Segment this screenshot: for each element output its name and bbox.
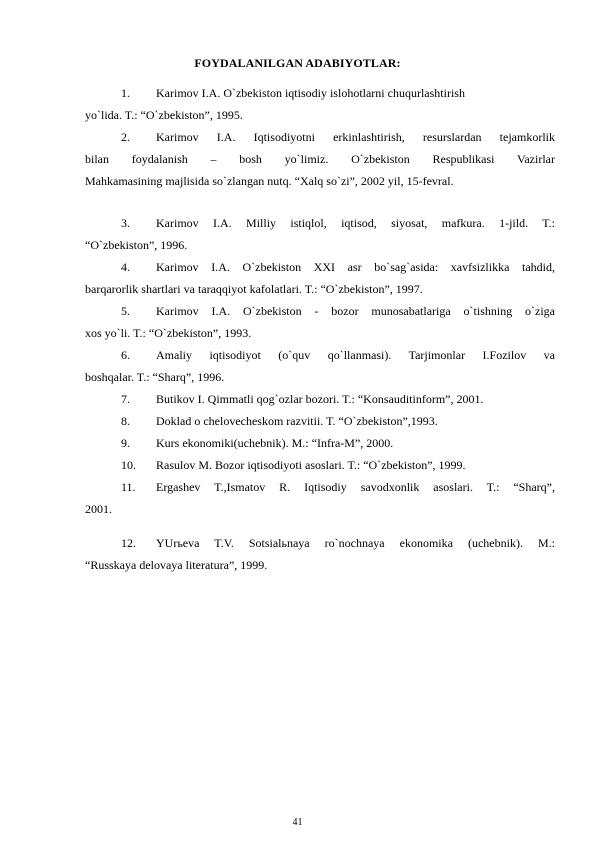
entry-text: Butikov I. Qimmatli qog`ozlar bozori. T.: “Konsauditinform”, 2001. bbox=[156, 392, 484, 406]
entry-number: 7. bbox=[121, 392, 130, 406]
entry-continuation: xos yo`li. T.: “O`zbekiston”, 1993. bbox=[85, 326, 252, 340]
entry-number: 6. bbox=[121, 348, 130, 362]
bibliography-entry bbox=[85, 410, 555, 432]
entry-continuation: bilan foydalanish – bosh yo`limiz. O`zbekiston Respublikasi Vazirlar bbox=[85, 152, 555, 166]
entry-text: Karimov I.A. O`zbekiston - bozor munosabatlariga o`tishning o`ziga bbox=[156, 304, 555, 318]
entry-first-line bbox=[85, 344, 555, 366]
entry-text: Karimov I.A. Milliy istiqlol, iqtisod, siyosat, mafkura. 1-jild. T.: bbox=[156, 216, 555, 230]
bibliography-entry bbox=[85, 212, 555, 256]
entry-number: 1. bbox=[121, 86, 130, 100]
entry-first-line bbox=[85, 256, 555, 278]
entry-number: 3. bbox=[121, 216, 130, 230]
entry-text: Rasulov M. Bozor iqtisodiyoti asoslari. T.: “O`zbekiston”, 1999. bbox=[156, 458, 466, 472]
bibliography-entry bbox=[85, 432, 555, 454]
entry-first-line bbox=[85, 454, 555, 476]
entry-continuation: boshqalar. T.: “Sharq”, 1996. bbox=[85, 370, 225, 384]
entry-continuation: “Russkaya delovaya literatura”, 1999. bbox=[85, 558, 268, 572]
bibliography-entry bbox=[85, 126, 555, 192]
entry-number: 5. bbox=[121, 304, 130, 318]
entry-number: 10. bbox=[121, 458, 136, 472]
entry-text: Karimov I.A. Iqtisodiyotni erkinlashtirish, resurslardan tejamkorlik bbox=[156, 130, 555, 144]
entry-text: Karimov I.A. O`zbekiston iqtisodiy islohotlarni chuqurlashtirish bbox=[156, 86, 465, 100]
entry-text: Amaliy iqtisodiyot (o`quv qo`llanmasi). Tarjimonlar I.Fozilov va bbox=[156, 348, 555, 362]
bibliography-entry bbox=[85, 454, 555, 476]
entry-first-line bbox=[85, 82, 555, 104]
entry-first-line bbox=[85, 212, 555, 234]
bibliography-entry bbox=[85, 532, 555, 576]
entry-number: 4. bbox=[121, 260, 130, 274]
entry-first-line bbox=[85, 410, 555, 432]
bibliography-entry bbox=[85, 82, 555, 126]
entry-first-line bbox=[85, 300, 555, 322]
entry-number: 12. bbox=[121, 536, 136, 550]
entry-number: 11. bbox=[121, 480, 136, 494]
entry-first-line bbox=[85, 476, 555, 498]
entry-first-line bbox=[85, 388, 555, 410]
entry-text: Karimov I.A. O`zbekiston XXI asr bo`sag`asida: xavfsizlikka tahdid, bbox=[156, 260, 555, 274]
entry-number: 8. bbox=[121, 414, 130, 428]
entry-text: Kurs ekonomiki(uchebnik). M.: “Infra-M”, 2000. bbox=[156, 436, 394, 450]
bibliography-entry bbox=[85, 256, 555, 300]
entry-text: YUrьeva T.V. Sotsialьnaya ro`nochnaya ekonomika (uchebnik). M.: bbox=[156, 536, 555, 550]
entry-number: 9. bbox=[121, 436, 130, 450]
entry-continuation: yo`lida. T.: “O`zbekiston”, 1995. bbox=[85, 108, 243, 122]
entry-first-line bbox=[85, 532, 555, 554]
entry-number: 2. bbox=[121, 130, 130, 144]
bibliography-entry bbox=[85, 344, 555, 388]
entry-continuation: “O`zbekiston”, 1996. bbox=[85, 238, 188, 252]
entry-first-line bbox=[85, 432, 555, 454]
page-number: 41 bbox=[292, 817, 303, 828]
entry-continuation: barqarorlik shartlari va taraqqiyot kafolatlari. T.: “O`zbekiston”, 1997. bbox=[85, 282, 423, 296]
entry-continuation: Mahkamasining majlisida so`zlangan nutq. “Xalq so`zi”, 2002 yil, 15-fevral. bbox=[85, 174, 454, 188]
bibliography-entry bbox=[85, 300, 555, 344]
entry-text: Ergashev T.,Ismatov R. Iqtisodiy savodxonlik asoslari. T.: “Sharq”, bbox=[156, 480, 555, 494]
bibliography-entry bbox=[85, 388, 555, 410]
entry-continuation: 2001. bbox=[85, 502, 112, 516]
page-title: FOYDALANILGAN ADABIYOTLAR: bbox=[194, 56, 401, 70]
bibliography-entry bbox=[85, 476, 555, 520]
entry-first-line bbox=[85, 126, 555, 148]
entry-text: Doklad o chelovecheskom razvitii. T. “O`zbekiston”,1993. bbox=[156, 414, 438, 428]
